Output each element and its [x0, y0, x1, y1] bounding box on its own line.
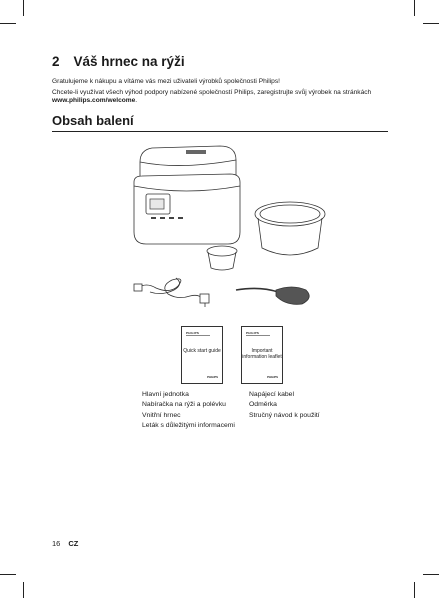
- section-title: Váš hrnec na rýži: [73, 54, 185, 69]
- intro-paragraph-1: Gratulujeme k nákupu a vítáme vás mezi uživateli výrobků společnosti Philips!: [52, 78, 280, 85]
- page-footer: [52, 539, 78, 548]
- list-item: Leták s důležitými informacemi: [142, 421, 235, 429]
- list-item: Hlavní jednotka: [142, 391, 189, 398]
- language-code: CZ: [68, 539, 79, 548]
- main-unit-illustration: [134, 146, 240, 244]
- page-number: 16: [52, 539, 61, 548]
- section-number: 2: [52, 54, 60, 69]
- booklet-title: Important information leaflet: [242, 348, 282, 360]
- booklet-logo: PHILIPS: [246, 331, 260, 335]
- booklet-logo-line: [186, 335, 210, 336]
- contents-list-left: [142, 390, 235, 431]
- contents-list-right: [249, 390, 320, 421]
- quick-start-guide-booklet: [181, 326, 223, 384]
- list-item: Nabíračka na rýži a polévku: [142, 401, 226, 409]
- booklet-logo-line: [246, 335, 270, 336]
- important-information-booklet: [241, 326, 283, 384]
- booklet-brand: PHILIPS: [267, 375, 278, 379]
- measuring-cup-illustration: [207, 246, 237, 270]
- booklet-logo: PHILIPS: [186, 331, 200, 335]
- booklet-brand: PHILIPS: [207, 375, 218, 379]
- list-item: Vnitřní hrnec: [142, 411, 181, 419]
- url-suffix: .: [135, 97, 138, 105]
- list-item: Napájecí kabel: [249, 391, 294, 398]
- list-item: Stručný návod k použití: [249, 411, 320, 419]
- power-cord-illustration: [134, 278, 209, 307]
- rice-ladle-illustration: [236, 287, 309, 304]
- contents-heading: Obsah balení: [52, 113, 134, 128]
- inner-pot-illustration: [255, 202, 325, 255]
- welcome-url-link[interactable]: www.philips.com/welcome: [52, 97, 136, 105]
- booklet-title: Quick start guide: [183, 348, 221, 354]
- list-item: Odměrka: [249, 401, 277, 409]
- intro-paragraph-2-text: Chcete-li využívat všech výhod podpory nabízené společností Philips, zaregistrujte svůj výrobek na stránkách: [52, 88, 372, 96]
